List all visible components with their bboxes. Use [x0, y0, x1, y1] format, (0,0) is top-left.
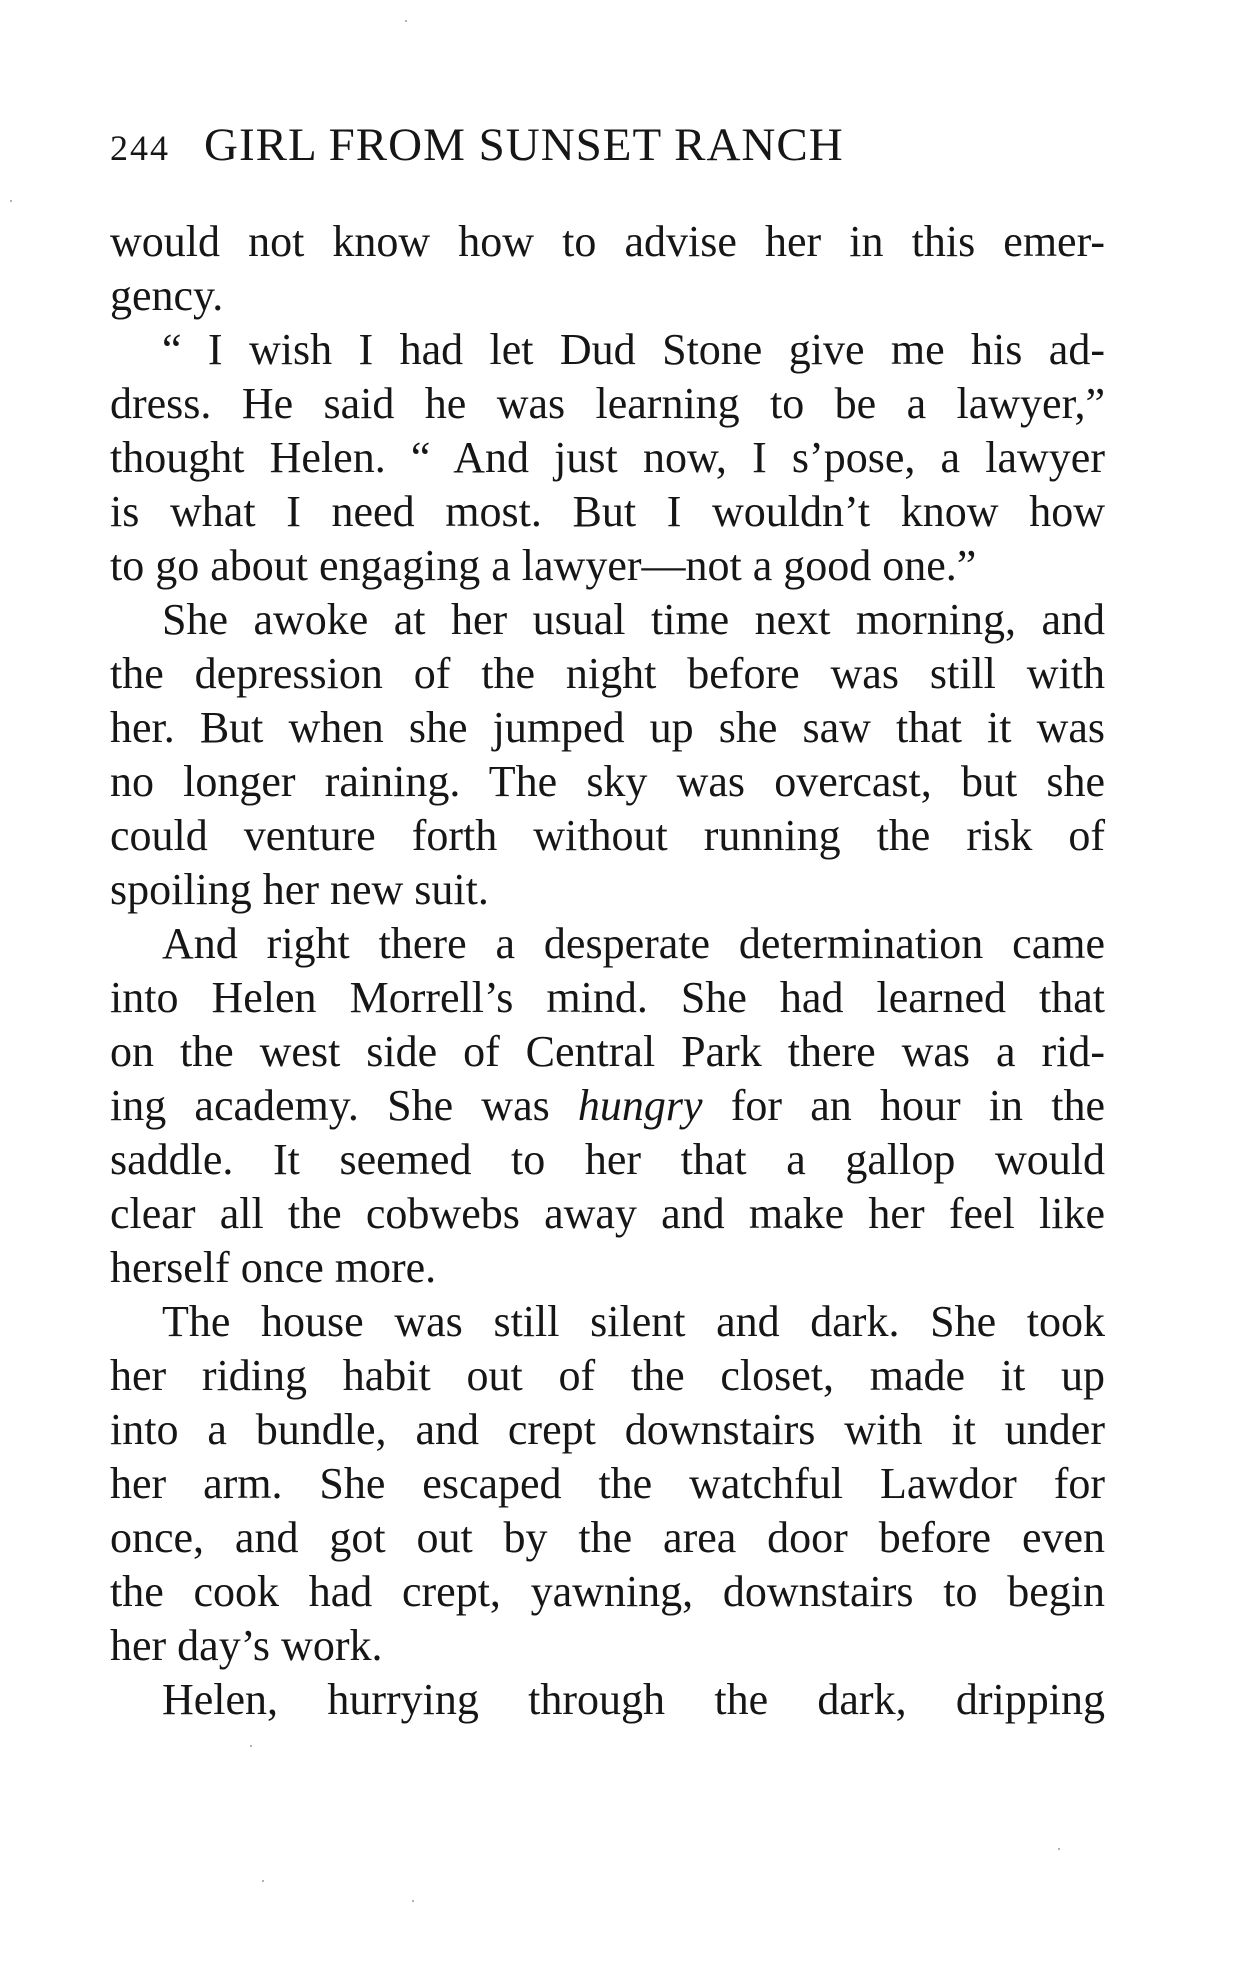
text-line	[110, 431, 1105, 485]
text-line	[110, 971, 1105, 1025]
print-speck	[250, 1745, 252, 1747]
text-line	[110, 1673, 1105, 1727]
print-speck	[412, 1900, 414, 1902]
text-run: to go about engaging a lawyer—not a good one.”	[110, 541, 977, 590]
text-line	[110, 647, 1105, 701]
text-line	[110, 1079, 1105, 1133]
text-run: into a bundle, and crept downstairs with it under	[110, 1405, 1105, 1454]
print-speck	[262, 1880, 264, 1882]
text-run: saddle. It seemed to her that a gallop would	[110, 1135, 1105, 1184]
text-run: “ I wish I had let Dud Stone give me his ad-	[162, 325, 1105, 374]
text-line	[110, 1187, 1105, 1241]
text-line	[110, 1457, 1105, 1511]
text-run: The house was still silent and dark. She took	[162, 1297, 1105, 1346]
body-text	[110, 215, 1105, 1727]
text-run: ing academy. She was	[110, 1081, 578, 1130]
text-run: She awoke at her usual time next morning, and	[162, 595, 1105, 644]
text-line	[110, 755, 1105, 809]
text-run: the depression of the night before was still with	[110, 649, 1105, 698]
text-run: herself once more.	[110, 1243, 437, 1292]
text-line	[110, 1403, 1105, 1457]
text-line	[110, 485, 1105, 539]
text-run: once, and got out by the area door before even	[110, 1513, 1105, 1562]
page-header	[110, 118, 1110, 178]
text-line	[110, 1619, 1105, 1673]
text-line	[110, 377, 1105, 431]
text-line	[110, 701, 1105, 755]
text-run: is what I need most. But I wouldn’t know how	[110, 487, 1105, 536]
print-speck	[1058, 1848, 1060, 1850]
text-run: on the west side of Central Park there was a rid-	[110, 1027, 1105, 1076]
text-run: into Helen Morrell’s mind. She had learned that	[110, 973, 1105, 1022]
text-run: clear all the cobwebs away and make her feel like	[110, 1189, 1105, 1238]
text-run: could venture forth without running the risk of	[110, 811, 1105, 860]
text-line	[110, 1511, 1105, 1565]
page-number: 244	[110, 128, 170, 168]
text-run: her. But when she jumped up she saw that it was	[110, 703, 1105, 752]
text-run: no longer raining. The sky was overcast, but she	[110, 757, 1105, 806]
text-line	[110, 269, 1105, 323]
text-run: her riding habit out of the closet, made it up	[110, 1351, 1105, 1400]
text-line	[110, 1349, 1105, 1403]
text-run: her day’s work.	[110, 1621, 383, 1670]
text-run: for an hour in the	[702, 1081, 1106, 1130]
text-line	[110, 1295, 1105, 1349]
text-line	[110, 917, 1105, 971]
text-line	[110, 1025, 1105, 1079]
text-run: And right there a desperate determination came	[162, 919, 1105, 968]
text-run: gency.	[110, 271, 224, 320]
text-line	[110, 1241, 1105, 1295]
text-run: dress. He said he was learning to be a lawyer,”	[110, 379, 1105, 428]
text-line	[110, 593, 1105, 647]
text-line	[110, 863, 1105, 917]
text-line	[110, 215, 1105, 269]
print-speck	[10, 200, 12, 202]
text-run: thought Helen. “ And just now, I s’pose, a lawyer	[110, 433, 1105, 482]
text-run: would not know how to advise her in this emer-	[110, 217, 1105, 266]
text-run: the cook had crept, yawning, downstairs to begin	[110, 1567, 1105, 1616]
text-line	[110, 809, 1105, 863]
print-speck	[405, 20, 407, 22]
italic-word: hungry	[577, 1081, 703, 1130]
text-run: Helen, hurrying through the dark, dripping	[162, 1675, 1105, 1724]
text-line	[110, 539, 1105, 593]
text-line	[110, 1133, 1105, 1187]
text-run: spoiling her new suit.	[110, 865, 489, 914]
text-run: her arm. She escaped the watchful Lawdor for	[110, 1459, 1105, 1508]
text-line	[110, 1565, 1105, 1619]
text-line	[110, 323, 1105, 377]
running-head: GIRL FROM SUNSET RANCH	[204, 119, 844, 171]
